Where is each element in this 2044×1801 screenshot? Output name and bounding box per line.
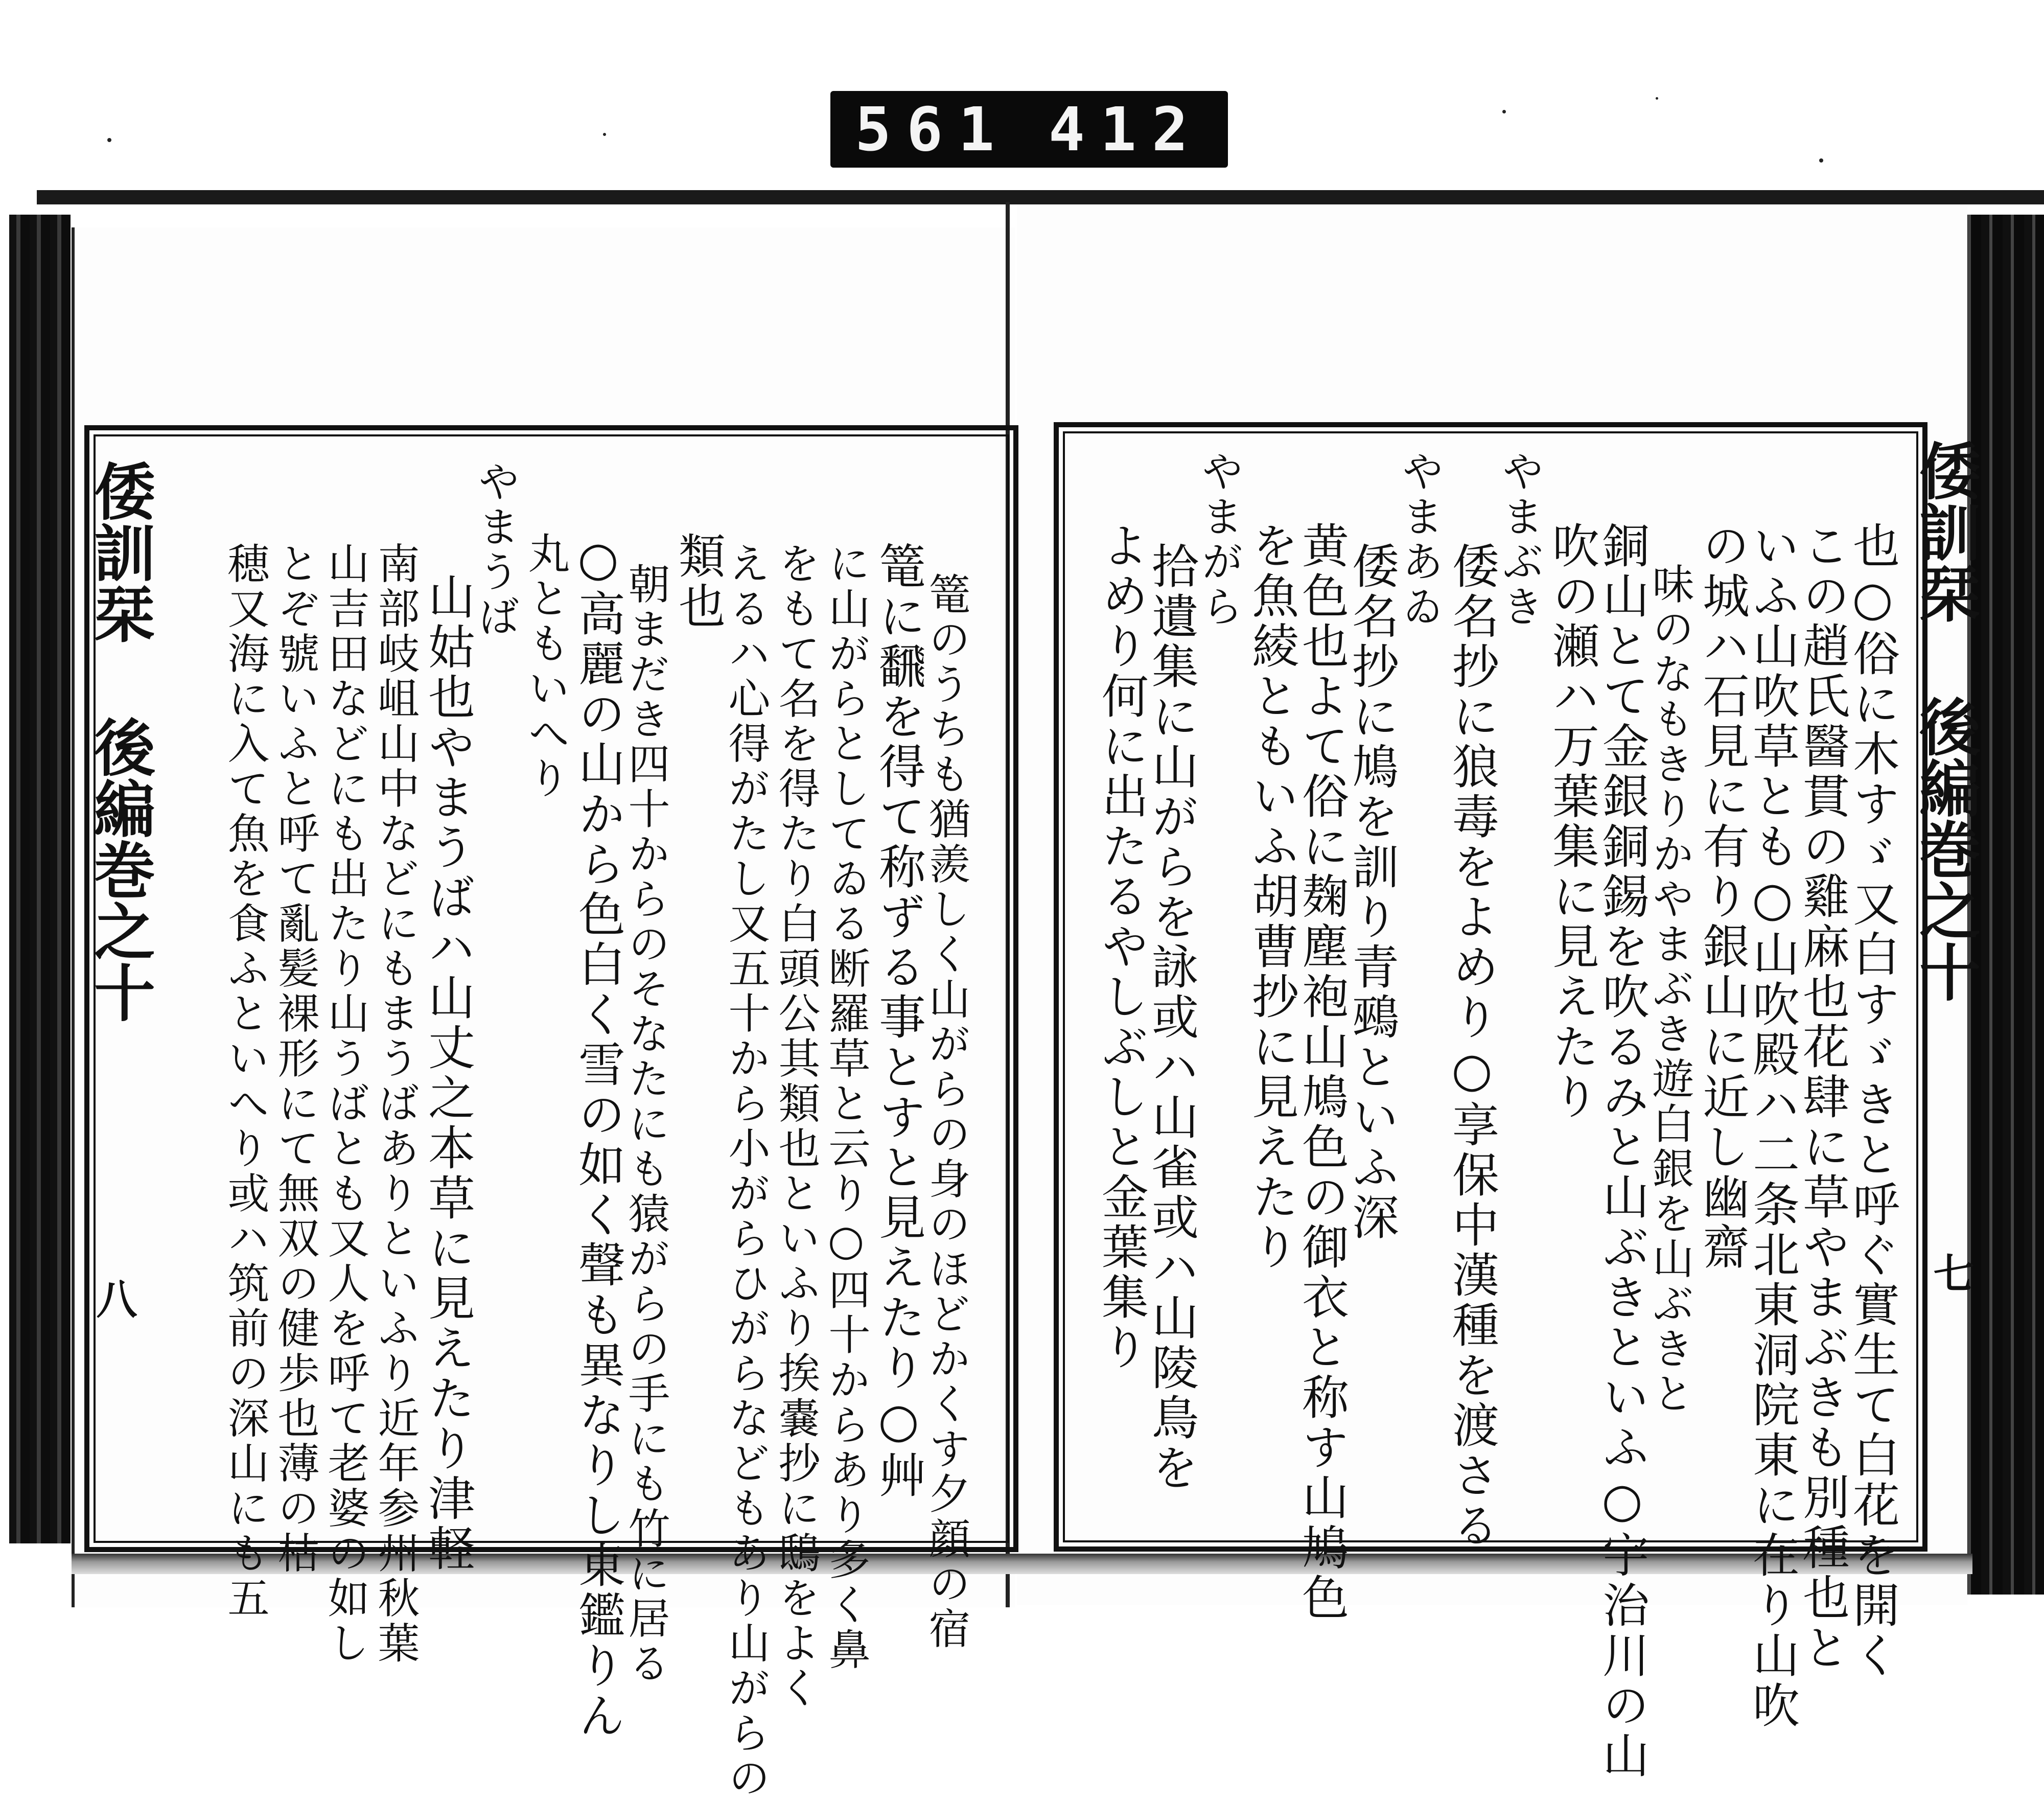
right-text-column: 倭名抄に狼毒をよめり○享保中漢種を渡さる — [1445, 542, 1499, 1551]
left-text-column: 朝まだき四十からのそなたにも猿がらの手にも竹に居る — [621, 562, 670, 1687]
right-text-column: 味のなもきりかやまぶき遊白銀を山ぶきと — [1645, 562, 1694, 1417]
left-entry-heading: やまうば — [471, 460, 520, 640]
left-book-edge — [9, 215, 71, 1543]
left-text-column: えるハ心得がたし又五十から小がらひがらなどもあり山がらの — [722, 542, 770, 1801]
call-number-right: 412 — [1048, 94, 1203, 165]
left-text-column: 篭のうちも猶羨しく山がらの身のほどかくす夕顔の宿 — [922, 572, 970, 1652]
right-text-column: 吹の瀬ハ万葉集に見えたり — [1545, 521, 1599, 1122]
left-text-column: に山がらとしてゐる断羅草と云り○四十からあり多く鼻 — [822, 542, 870, 1673]
scan-speck — [603, 133, 606, 136]
right-text-column: 銅山とて金銀銅錫を吹るみと山ぶきといふ○宇治川の山 — [1595, 521, 1650, 1781]
right-text-column: 黄色也よて俗に麹塵袍山鳩色の御衣と称す山鳩色 — [1294, 521, 1349, 1623]
left-text-column: 篭に飜を得て称ずる事とすと見えたり○艸 — [871, 542, 926, 1501]
left-text-column: 山吉田などにも出たり山うばとも又人を呼て老婆の如し — [321, 542, 369, 1666]
right-entry-heading: やまがら — [1195, 450, 1243, 630]
right-text-column: 倭名抄に鳩を訓り青鵐といふ深 — [1344, 542, 1399, 1243]
left-text-column: 南部岐岨山中などにもまうばありといふり近年参州秋葉 — [371, 542, 420, 1666]
left-text-column: をもて名を得たり白頭公其類也といふり挨嚢抄に鴟をよく — [772, 542, 820, 1711]
scan-speck — [1502, 110, 1506, 113]
right-text-column: この趙氏醫貫の雞麻也花肆に草やまぶきも別種也と — [1795, 521, 1850, 1673]
right-text-column: を魚綾ともいふ胡曹抄に見えたり — [1244, 521, 1299, 1273]
call-number-left: 561 — [855, 94, 1010, 165]
right-text-column: の城ハ石見に有り銀山に近し幽齋 — [1695, 521, 1750, 1273]
right-text-column: 也○俗に木すゞ又白すゞきと呼ぐ實生て白花を開く — [1845, 521, 1900, 1681]
left-margin-title: 倭訓栞 後編巻之十 — [84, 460, 156, 1023]
right-entry-heading: やまあゐ — [1395, 450, 1444, 630]
book-top-edge — [37, 190, 2044, 204]
call-number-label — [830, 91, 1228, 168]
right-margin-title: 倭訓栞 後編巻之十 — [1909, 440, 1981, 1002]
right-folio-number: 七 — [1926, 1252, 1975, 1293]
scan-speck — [107, 138, 111, 142]
right-text-column: いふ山吹草とも○山吹殿ハ二条北東洞院東に在り山吹 — [1745, 521, 1800, 1731]
left-text-column: 山姑也やまうばハ山丈之本草に見えたり津軽 — [421, 572, 475, 1574]
right-text-column: よめり何に出たるやしぶしと金葉集り — [1094, 521, 1149, 1373]
left-text-column: 丸ともいへり — [521, 532, 570, 801]
scan-speck — [1656, 97, 1658, 100]
left-text-column: ○高麗の山から色白く雪の如く聲も異なりし東鑑りん — [571, 532, 625, 1741]
left-text-column: 類也 — [671, 532, 726, 632]
left-folio-number: 八 — [89, 1278, 137, 1319]
left-text-column: とぞ號いふと呼て亂髪裸形にて無双の健歩也薄の枯 — [271, 542, 319, 1576]
left-text-column: 穂又海に入て魚を食ふといへり或ハ筑前の深山にも五 — [221, 542, 269, 1621]
right-text-column: 拾遺集に山がらを詠或ハ山雀或ハ山陵鳥を — [1144, 542, 1199, 1493]
scan-speck — [1819, 158, 1823, 163]
right-entry-heading: やまぶき — [1495, 450, 1544, 630]
